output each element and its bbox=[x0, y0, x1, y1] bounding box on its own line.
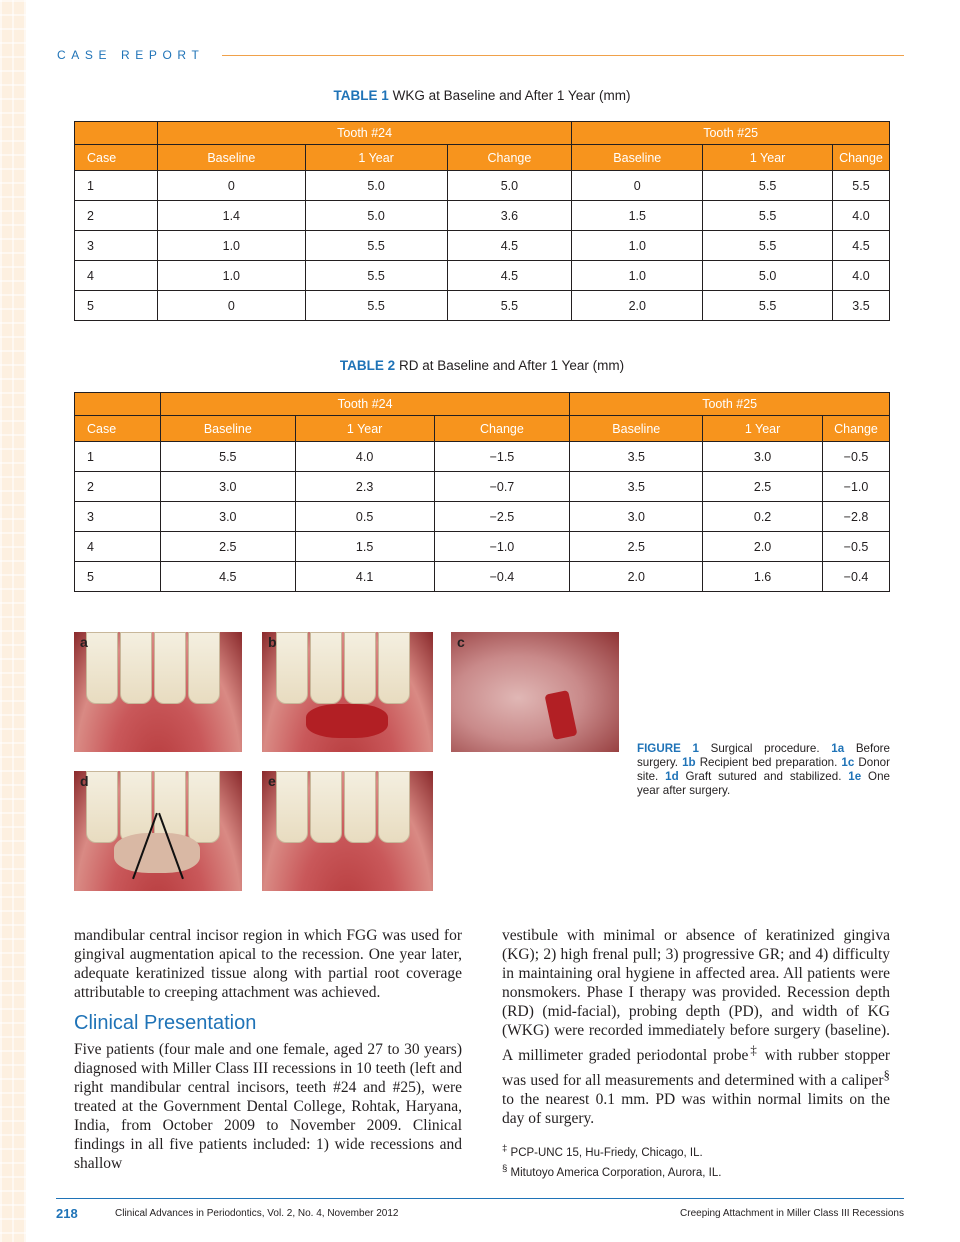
tooth-shape bbox=[154, 632, 186, 704]
table-cell: 4.5 bbox=[447, 231, 572, 261]
running-title: Creeping Attachment in Miller Class III Recessions bbox=[680, 1208, 904, 1219]
table-cell: 2.0 bbox=[703, 532, 823, 562]
table-cell: 2.5 bbox=[703, 472, 823, 502]
table-cell: −0.4 bbox=[434, 562, 570, 592]
table1-caption bbox=[74, 88, 890, 103]
table-cell: 4.0 bbox=[295, 442, 434, 472]
table-cell: 5.5 bbox=[305, 231, 447, 261]
table1-col-change-24: Change bbox=[447, 145, 572, 171]
tooth-shape bbox=[188, 771, 220, 843]
table-cell: 5 bbox=[75, 562, 161, 592]
tooth-shape bbox=[154, 771, 186, 843]
tooth-shape bbox=[378, 632, 410, 704]
table-cell: 0 bbox=[157, 171, 305, 201]
table-cell: 5.5 bbox=[833, 171, 890, 201]
table-cell: −0.5 bbox=[822, 532, 889, 562]
table-cell: 4 bbox=[75, 532, 161, 562]
table1-group-tooth24: Tooth #24 bbox=[157, 122, 571, 145]
table2-group-tooth25: Tooth #25 bbox=[570, 393, 890, 416]
table-cell: 0 bbox=[157, 291, 305, 321]
figure-photo-a bbox=[74, 632, 242, 752]
table1-col-case: Case bbox=[75, 145, 158, 171]
table-cell: 2.5 bbox=[570, 532, 703, 562]
table-cell: 3.6 bbox=[447, 201, 572, 231]
figure-item-text: One year after surgery. bbox=[637, 770, 890, 797]
table1-col-change-25: Change bbox=[833, 145, 890, 171]
table-cell: 1.0 bbox=[157, 261, 305, 291]
text-run: to the nearest 0.1 mm. PD was within normal limits on the day of surgery. bbox=[502, 1091, 890, 1128]
table-cell: 3.0 bbox=[703, 442, 823, 472]
table-row bbox=[75, 562, 890, 592]
table-cell: 1.5 bbox=[572, 201, 703, 231]
figure-item-id: 1b bbox=[682, 756, 696, 769]
table2-col-case: Case bbox=[75, 416, 161, 442]
tooth-shape bbox=[310, 771, 342, 843]
table-row bbox=[75, 201, 890, 231]
table-cell: 5.0 bbox=[447, 171, 572, 201]
table2-col-baseline-25: Baseline bbox=[570, 416, 703, 442]
table-cell: 4.5 bbox=[447, 261, 572, 291]
text-run: vestibule with minimal or absence of keratinized gingiva (KG); 2) high frenal pull; 3) progressive GR; and 4) difficulty in maintaining oral hygiene in affected area. All patients were nonsmokers. Phase I therapy was provided. Recession depth (RD) (mid-facial), probing depth (PD), and width of KG (WKG) were recorded immediately before surgery (baseline). A millimeter graded periodontal probe bbox=[502, 927, 890, 1065]
figure-photo-e bbox=[262, 771, 433, 891]
text-run: with rubber stopper was used for all measurements and determined with a caliper bbox=[502, 1047, 890, 1090]
figure-label: FIGURE 1 bbox=[637, 742, 699, 755]
section-label: CASE REPORT bbox=[57, 48, 205, 62]
table-cell: 2 bbox=[75, 472, 161, 502]
table-cell: 5.5 bbox=[703, 201, 833, 231]
table1 bbox=[74, 121, 890, 321]
footer-rule bbox=[56, 1198, 904, 1199]
paragraph bbox=[502, 926, 890, 1128]
figure-item-id: 1d bbox=[665, 770, 679, 783]
table-cell: 2.3 bbox=[295, 472, 434, 502]
tooth-shape bbox=[86, 771, 118, 843]
table-cell: 1.6 bbox=[703, 562, 823, 592]
footnote-mark: ‡ bbox=[502, 1143, 508, 1154]
table-row bbox=[75, 472, 890, 502]
table-cell: −1.0 bbox=[434, 532, 570, 562]
graft bbox=[114, 833, 200, 873]
paragraph: mandibular central incisor region in which FGG was used for gingival augmentation apical to the recession. One year later, adequate keratinized tissue along with partial root coverage attributable to creeping attachment was achieved. bbox=[74, 927, 462, 1001]
table-cell: 5.5 bbox=[703, 231, 833, 261]
table-cell: 2 bbox=[75, 201, 158, 231]
table-cell: 1.0 bbox=[572, 261, 703, 291]
table-cell: 0 bbox=[572, 171, 703, 201]
table1-col-1year-25: 1 Year bbox=[703, 145, 833, 171]
table-cell: 3.5 bbox=[570, 442, 703, 472]
figure-item-id: 1a bbox=[831, 742, 845, 755]
figure-item-text: Before surgery. bbox=[637, 742, 890, 769]
table-cell: −2.5 bbox=[434, 502, 570, 532]
table2-col-change-25: Change bbox=[822, 416, 889, 442]
table-cell: 1.5 bbox=[295, 532, 434, 562]
table2-caption bbox=[74, 358, 890, 373]
decorative-side-stripe bbox=[0, 0, 26, 1242]
table-cell: 3.5 bbox=[570, 472, 703, 502]
header-rule bbox=[222, 55, 904, 56]
figure-photo-c bbox=[451, 632, 619, 752]
table-cell: 4.5 bbox=[160, 562, 295, 592]
table-cell: 5.5 bbox=[305, 291, 447, 321]
tooth-shape bbox=[86, 632, 118, 704]
panel-label-a: a bbox=[80, 634, 88, 650]
footnotes bbox=[502, 1141, 890, 1181]
table-cell: −2.8 bbox=[822, 502, 889, 532]
table-cell: 3.0 bbox=[160, 502, 295, 532]
journal-citation: Clinical Advances in Periodontics, Vol. 2, No. 4, November 2012 bbox=[115, 1208, 399, 1219]
table-cell: 4.0 bbox=[833, 261, 890, 291]
table-cell: 5.0 bbox=[305, 171, 447, 201]
table-cell: 5.5 bbox=[703, 171, 833, 201]
table-cell: 1.4 bbox=[157, 201, 305, 231]
table1-title: WKG at Baseline and After 1 Year (mm) bbox=[392, 88, 631, 103]
left-column bbox=[74, 926, 462, 1173]
footnote-mark: § bbox=[883, 1067, 890, 1083]
section-heading: Clinical Presentation bbox=[74, 1012, 257, 1034]
figure-caption bbox=[637, 742, 890, 798]
tooth-shape bbox=[344, 632, 376, 704]
table-cell: 0.2 bbox=[703, 502, 823, 532]
right-column bbox=[502, 926, 890, 1128]
table1-group-tooth25: Tooth #25 bbox=[572, 122, 890, 145]
table-cell: 3.0 bbox=[570, 502, 703, 532]
table-cell: 5.5 bbox=[703, 291, 833, 321]
footnote-text: PCP-UNC 15, Hu-Friedy, Chicago, IL. bbox=[510, 1146, 703, 1159]
table1-group-row bbox=[75, 122, 890, 145]
table-cell: 1 bbox=[75, 442, 161, 472]
panel-label-c: c bbox=[457, 634, 465, 650]
table-cell: 3 bbox=[75, 231, 158, 261]
table-cell: 3.0 bbox=[160, 472, 295, 502]
table-cell: 4.1 bbox=[295, 562, 434, 592]
figure-photo-d bbox=[74, 771, 242, 891]
table-cell: 5.5 bbox=[160, 442, 295, 472]
figure-item-id: 1e bbox=[848, 770, 862, 783]
table-row bbox=[75, 502, 890, 532]
table-cell: 0.5 bbox=[295, 502, 434, 532]
table-row bbox=[75, 261, 890, 291]
footnote bbox=[502, 1161, 890, 1181]
figure-item-text: Graft sutured and stabilized. bbox=[685, 770, 842, 783]
tooth-shape bbox=[120, 771, 152, 843]
tooth-shape bbox=[344, 771, 376, 843]
table-cell: 5.5 bbox=[447, 291, 572, 321]
table-cell: 2.5 bbox=[160, 532, 295, 562]
table2-col-1year-25: 1 Year bbox=[703, 416, 823, 442]
table-row bbox=[75, 171, 890, 201]
table-cell: 1 bbox=[75, 171, 158, 201]
recipient-bed bbox=[306, 704, 388, 738]
table-cell: 2.0 bbox=[572, 291, 703, 321]
table2-col-change-24: Change bbox=[434, 416, 570, 442]
table2-col-1year-24: 1 Year bbox=[295, 416, 434, 442]
paragraph: Five patients (four male and one female, aged 27 to 30 years) diagnosed with Miller Class III recessions in 10 teeth (left and right mandibular central incisors, teeth #24 and #25), were treated at the Government Dental College, Rohtak, Haryana, India, from October 2009 to November 2009. Clinical findings in all five patients included: 1) wide recessions and shallow bbox=[74, 1041, 462, 1172]
panel-label-d: d bbox=[80, 773, 89, 789]
table2-group-row bbox=[75, 393, 890, 416]
figure-caption-title: Surgical procedure. bbox=[710, 742, 820, 755]
tooth-shape bbox=[120, 632, 152, 704]
table1-col-baseline-25: Baseline bbox=[572, 145, 703, 171]
table-cell: 3.5 bbox=[833, 291, 890, 321]
table2-col-baseline-24: Baseline bbox=[160, 416, 295, 442]
table-cell: 2.0 bbox=[570, 562, 703, 592]
table-cell: 1.0 bbox=[157, 231, 305, 261]
footnote-mark: ‡ bbox=[748, 1042, 759, 1057]
table-row bbox=[75, 442, 890, 472]
panel-label-b: b bbox=[268, 634, 277, 650]
panel-label-e: e bbox=[268, 773, 276, 789]
page-number: 218 bbox=[56, 1206, 78, 1221]
table-cell: −0.4 bbox=[822, 562, 889, 592]
table-cell: −1.5 bbox=[434, 442, 570, 472]
table-cell: 4.0 bbox=[833, 201, 890, 231]
tooth-shape bbox=[188, 632, 220, 704]
table-cell: 3 bbox=[75, 502, 161, 532]
table1-label: TABLE 1 bbox=[333, 88, 389, 103]
tooth-shape bbox=[276, 771, 308, 843]
figure-item-text: Donor site. bbox=[637, 756, 890, 783]
footnote-mark: § bbox=[502, 1162, 508, 1174]
table-cell: 4.5 bbox=[833, 231, 890, 261]
tooth-shape bbox=[378, 771, 410, 843]
figure-item-id: 1c bbox=[841, 756, 855, 769]
table-cell: 1.0 bbox=[572, 231, 703, 261]
table-cell: −1.0 bbox=[822, 472, 889, 502]
footnote bbox=[502, 1141, 890, 1161]
figure-item-text: Recipient bed preparation. bbox=[699, 756, 838, 769]
footnote-text: Mitutoyo America Corporation, Aurora, IL. bbox=[510, 1166, 722, 1179]
table2-label: TABLE 2 bbox=[339, 358, 396, 373]
table2-header-row bbox=[75, 416, 890, 442]
table1-col-baseline-24: Baseline bbox=[157, 145, 305, 171]
table2 bbox=[74, 392, 890, 592]
table-cell: −0.5 bbox=[822, 442, 889, 472]
table1-col-1year-24: 1 Year bbox=[305, 145, 447, 171]
table-cell: −0.7 bbox=[434, 472, 570, 502]
table-cell: 5.0 bbox=[305, 201, 447, 231]
tooth-shape bbox=[276, 632, 308, 704]
table-cell: 5.5 bbox=[305, 261, 447, 291]
figure-photo-b bbox=[262, 632, 433, 752]
table1-header-row bbox=[75, 145, 890, 171]
table-cell: 5.0 bbox=[703, 261, 833, 291]
donor-site bbox=[544, 690, 577, 740]
table-cell: 5 bbox=[75, 291, 158, 321]
table-cell: 4 bbox=[75, 261, 158, 291]
table-row bbox=[75, 291, 890, 321]
table-row bbox=[75, 231, 890, 261]
table2-group-tooth24: Tooth #24 bbox=[160, 393, 569, 416]
table-row bbox=[75, 532, 890, 562]
tooth-shape bbox=[310, 632, 342, 704]
table2-title: RD at Baseline and After 1 Year (mm) bbox=[398, 358, 625, 373]
